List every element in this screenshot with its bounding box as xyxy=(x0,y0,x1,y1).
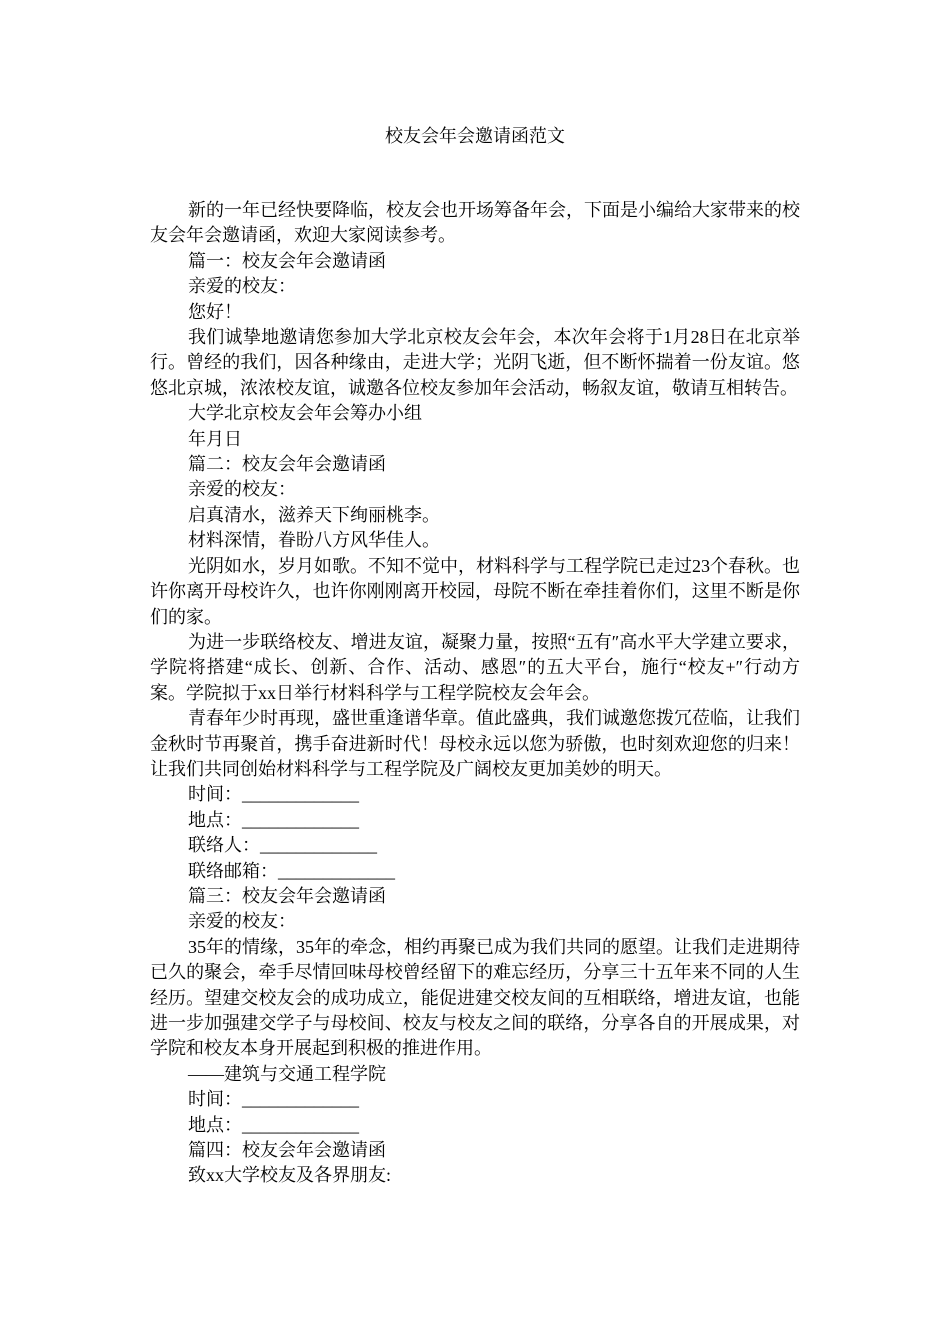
body-paragraph: 35年的情缘，35年的牵念，相约再聚已成为我们共同的愿望。让我们走进期待已久的聚会，牵手尽情回味母校曾经留下的难忘经历，分享三十五年来不同的人生经历。望建交校友会的成功成立，能促进建交校友间的互相联络，增进友谊，也能进一步加强建交学子与母校间、校友与校友之间的联络，分享各自的开展成果，对学院和校友本身开展起到积极的推进作用。 xyxy=(150,936,800,1059)
form-line-time: 时间：_____________ xyxy=(188,1089,359,1110)
date-line: 年月日 xyxy=(188,428,242,449)
section-heading: 篇一：校友会年会邀请函 xyxy=(188,250,386,271)
salutation: 致xx大学校友及各界朋友: xyxy=(188,1165,391,1186)
signature: ——建筑与交通工程学院 xyxy=(188,1063,386,1084)
form-line-place: 地点：_____________ xyxy=(188,809,359,830)
body-paragraph: 青春年少时再现，盛世重逢谱华章。值此盛典，我们诚邀您拨冗莅临，让我们金秋时节再聚首，携手奋进新时代！母校永远以您为骄傲，也时刻欢迎您的归来！让我们共同创始材料科学与工程学院及广阔校友更加美妙的明天。 xyxy=(150,708,800,779)
form-line-email: 联络邮箱：_____________ xyxy=(188,860,395,881)
body-paragraph: 我们诚挚地邀请您参加大学北京校友会年会，本次年会将于1月28日在北京举行。曾经的我们，因各种缘由，走进大学；光阴飞逝，但不断怀揣着一份友谊。悠悠北京城，浓浓校友谊，诚邀各位校友参加年会活动，畅叙友谊，敬请互相转告。 xyxy=(150,327,800,398)
section-heading: 篇四：校友会年会邀请函 xyxy=(188,1140,386,1161)
salutation: 亲爱的校友： xyxy=(188,276,296,297)
document-title: 校友会年会邀请函范文 xyxy=(385,126,565,146)
form-line-contact: 联络人：_____________ xyxy=(188,835,377,856)
form-line-place: 地点：_____________ xyxy=(188,1114,359,1135)
document-body xyxy=(150,198,800,1189)
body-paragraph: 为进一步联络校友、增进友谊，凝聚力量，按照“五有″高水平大学建立要求，学院将搭建“成长、创新、合作、活动、感恩″的五大平台，施行“校友+″行动方案。学院拟于xx日举行材料科学与工程学院校友会年会。 xyxy=(150,631,800,703)
section-heading: 篇三：校友会年会邀请函 xyxy=(188,885,386,906)
intro-paragraph: 新的一年已经快要降临，校友会也开场筹备年会，下面是小编给大家带来的校友会年会邀请函，欢迎大家阅读参考。 xyxy=(150,200,800,246)
section-heading: 篇二：校友会年会邀请函 xyxy=(188,454,386,475)
salutation: 亲爱的校友： xyxy=(188,479,296,500)
salutation: 亲爱的校友： xyxy=(188,911,296,932)
signature: 大学北京校友会年会筹办小组 xyxy=(188,403,422,424)
greeting: 您好！ xyxy=(188,301,242,322)
body-paragraph: 光阴如水，岁月如歌。不知不觉中，材料科学与工程学院已走过23个春秋。也许你离开母校许久，也许你刚刚离开校园，母院不断在牵挂着你们，这里不断是你们的家。 xyxy=(150,555,800,627)
verse-line: 材料深情，眷盼八方风华佳人。 xyxy=(188,530,440,551)
verse-line: 启真清水，滋养天下绚丽桃李。 xyxy=(188,504,440,525)
form-line-time: 时间：_____________ xyxy=(188,784,359,805)
